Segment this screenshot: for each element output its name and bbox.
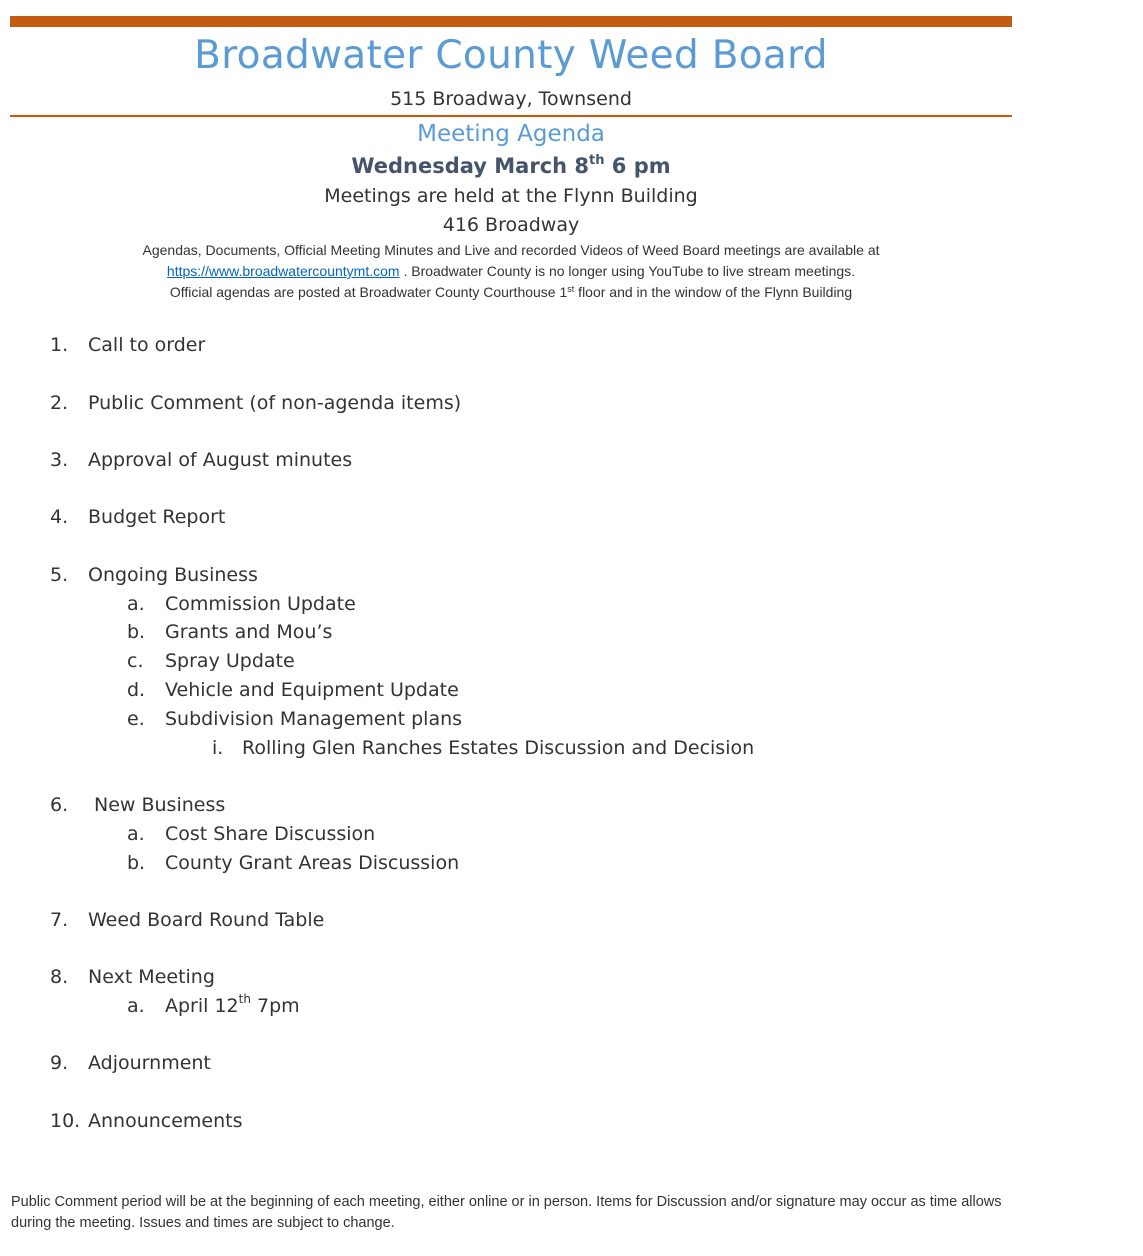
meeting-date-suffix: th — [589, 153, 605, 168]
page-title: Broadwater County Weed Board — [194, 33, 828, 78]
item-number: 7. — [50, 909, 69, 931]
subitem-text: Commission Update — [165, 593, 356, 615]
subitem-letter: a. — [127, 593, 145, 615]
item-number: 6. — [50, 794, 69, 816]
subitem-letter: e. — [127, 708, 145, 730]
meeting-location: Meetings are held at the Flynn Building — [324, 185, 698, 207]
item-number: 4. — [50, 506, 69, 528]
meeting-location-address: 416 Broadway — [442, 214, 580, 236]
subitem-text: Cost Share Discussion — [165, 823, 376, 845]
footer-disclaimer: Public Comment period will be at the beginning of each meeting, either online or in person. Items for Discussion and/or signature may occur as time allows during the meeting. Issues and times are subject to change. — [11, 1194, 1002, 1231]
header-divider — [10, 115, 1012, 117]
item-number: 1. — [50, 334, 69, 356]
notice-line-3-suffix: st — [567, 284, 575, 294]
subitem-text: County Grant Areas Discussion — [165, 852, 460, 874]
next-meeting-date-suffix: th — [238, 992, 251, 1006]
header-top-bar — [10, 16, 1012, 27]
subitem-letter: a. — [127, 823, 145, 845]
subitem-letter: c. — [127, 650, 144, 672]
subsubitem-numeral: i. — [212, 737, 224, 759]
item-text: Ongoing Business — [88, 564, 258, 586]
county-website-link[interactable]: https://www.broadwatercountymt.com — [166, 263, 400, 279]
item-text: Budget Report — [88, 506, 226, 528]
item-number: 5. — [50, 564, 69, 586]
item-text: Adjournment — [88, 1052, 211, 1074]
subitem-letter: a. — [127, 995, 145, 1017]
item-number: 9. — [50, 1052, 69, 1074]
item-text: Approval of August minutes — [88, 449, 353, 471]
next-meeting-time: 7pm — [250, 995, 300, 1017]
next-meeting-date: April 12 — [165, 995, 239, 1017]
subsubitem-text: Rolling Glen Ranches Estates Discussion and Decision — [242, 737, 755, 759]
notice-line-1: Agendas, Documents, Official Meeting Minutes and Live and recorded Videos of Weed Board meetings are available at — [142, 242, 880, 258]
notice-line-3 — [10, 282, 1012, 303]
item-number: 8. — [50, 966, 69, 988]
availability-notice — [10, 240, 1012, 303]
subitem-text: Grants and Mou’s — [165, 621, 333, 643]
subitem-text: Subdivision Management plans — [165, 708, 463, 730]
notice-line-2-text: . Broadwater County is no longer using YouTube to live stream meetings. — [399, 263, 856, 279]
agenda-subtitle: Meeting Agenda — [417, 121, 605, 147]
item-number: 3. — [50, 449, 69, 471]
subitem-text: Spray Update — [165, 650, 295, 672]
notice-line-3-start: Official agendas are posted at Broadwater County Courthouse 1 — [169, 284, 568, 300]
subitem-letter: b. — [127, 621, 146, 643]
item-text: Next Meeting — [88, 966, 215, 988]
item-text: Call to order — [88, 334, 206, 356]
item-text: Weed Board Round Table — [88, 909, 325, 931]
item-text: Announcements — [88, 1110, 243, 1132]
subitem-letter: b. — [127, 852, 146, 874]
subitem-text — [165, 992, 300, 1020]
item-number: 2. — [50, 392, 69, 414]
item-text: New Business — [94, 794, 226, 816]
header-address: 515 Broadway, Townsend — [390, 88, 632, 110]
meeting-date-main: Wednesday March 8 — [351, 154, 590, 178]
subitem-text: Vehicle and Equipment Update — [165, 679, 459, 701]
meeting-date — [10, 151, 1012, 181]
notice-line-3-end: floor and in the window of the Flynn Building — [574, 284, 853, 300]
item-text: Public Comment (of non-agenda items) — [88, 392, 462, 414]
meeting-time: 6 pm — [604, 154, 671, 178]
item-number: 10. — [50, 1110, 81, 1132]
subitem-letter: d. — [127, 679, 146, 701]
notice-line-2 — [10, 261, 1012, 282]
